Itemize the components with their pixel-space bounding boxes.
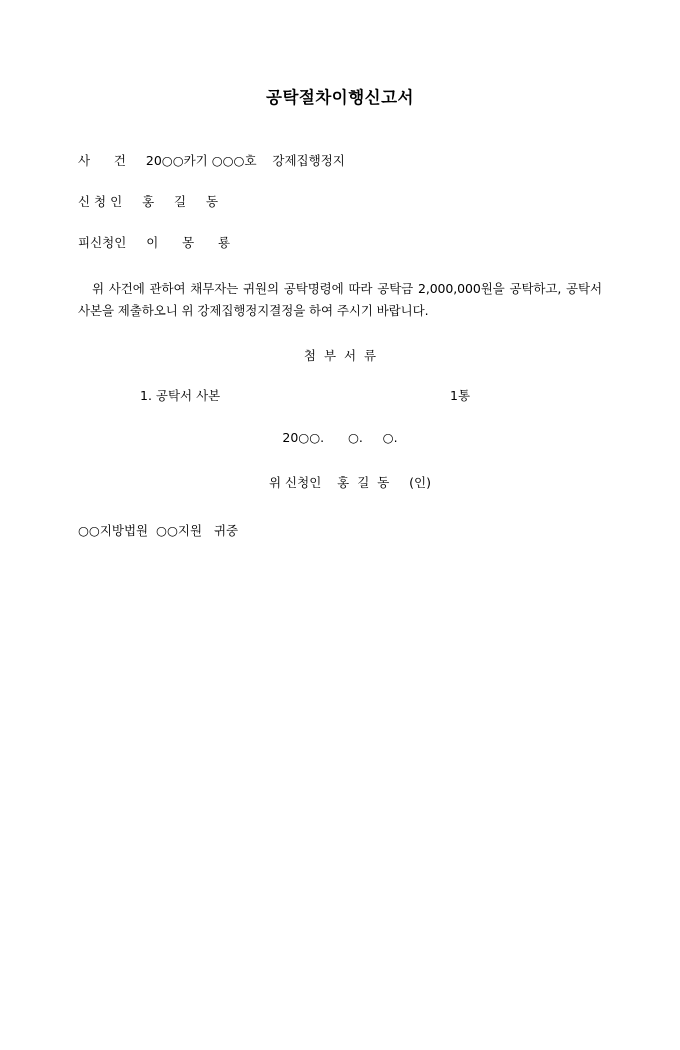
list-item: [140, 386, 602, 404]
field-case-spacer: [126, 153, 146, 168]
page-title: 공탁절차이행신고서: [266, 88, 414, 107]
field-applicant-row: [78, 194, 602, 209]
field-respondent-spacer: [126, 235, 146, 250]
field-respondent-value: 이 몽 룡: [146, 234, 231, 250]
field-applicant-value: 홍 길 동: [142, 193, 219, 209]
body-paragraph: 위 사건에 관하여 채무자는 귀원의 공탁명령에 따라 공탁금 2,000,000원을 공탁하고, 공탁서 사본을 제출하오니 위 강제집행정지결정을 하여 주시기 바랍니다.: [78, 280, 602, 318]
field-respondent-row: [78, 235, 602, 250]
attachment-item-count: 1통: [450, 387, 471, 403]
court-line: ○○지방법원 ○○지원 귀중: [78, 522, 239, 538]
signature-line: 위 신청인 홍 길 동 (인): [269, 474, 431, 490]
field-case-value: 20○○카기 ○○○호 강제집행정지: [145, 152, 345, 168]
field-case-row: [78, 153, 602, 168]
field-respondent-label: 피신청인: [78, 234, 127, 250]
attachment-list: [78, 386, 602, 404]
field-applicant-label: 신 청 인: [78, 193, 123, 209]
attachment-heading: 첨 부 서 류: [303, 347, 377, 363]
attachment-item-label: 1. 공탁서 사본: [140, 387, 221, 403]
field-applicant-spacer: [122, 194, 142, 209]
document-page: [0, 88, 680, 1050]
field-case-label: 사 건: [78, 152, 126, 168]
date-line: 20○○. ○. ○.: [282, 429, 398, 445]
